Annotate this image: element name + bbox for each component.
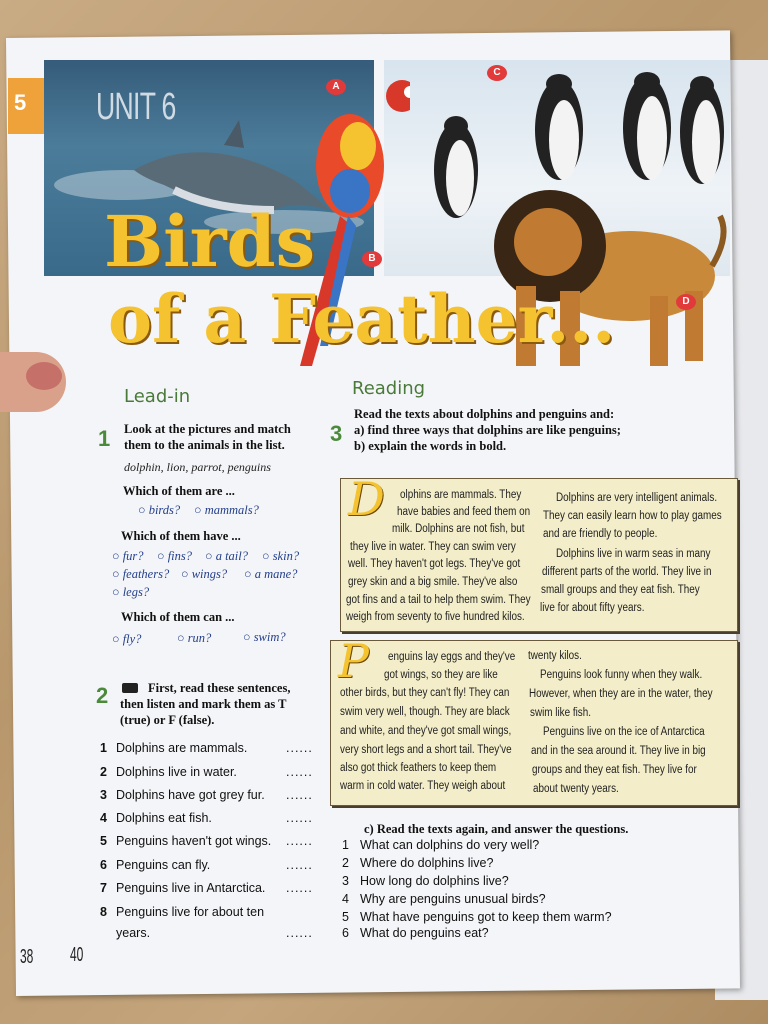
penguin-col2-line8: about twenty years. xyxy=(533,783,619,795)
option-fur: ○ fur? xyxy=(112,549,144,563)
dolphin-col1-line3: milk. Dolphins are not fish, but xyxy=(392,523,525,535)
penguin-col2-line1: twenty kilos. xyxy=(528,650,582,662)
penguin-col1-line1: enguins lay eggs and they've xyxy=(388,651,516,663)
cassette-icon xyxy=(122,683,138,693)
exercise-1-instruction-2: them to the animals in the list. xyxy=(124,438,285,452)
option-feathers: ○ feathers? xyxy=(112,567,170,581)
page-number-left: 38 xyxy=(20,946,34,968)
exercise-2-instruction-1: First, read these sentences, xyxy=(148,681,291,695)
lead-in-heading: Lead-in xyxy=(124,386,191,407)
picture-label-a: A xyxy=(326,79,346,95)
page-title-line2: of a Feather... xyxy=(108,280,616,358)
option-fly: ○ fly? xyxy=(112,632,142,646)
penguin-col1-line6: very short legs and a short tail. They've xyxy=(340,744,512,756)
penguin-col1-line4: swim very well, though. They are black xyxy=(340,706,510,718)
penguin-col1-line7: also got thick feathers to keep them xyxy=(340,762,497,774)
exercise-1-number: 1 xyxy=(98,426,111,451)
penguin-col2-line6: and in the sea around it. They live in big xyxy=(531,745,706,757)
exercise-3-instruction-2: a) find three ways that dolphins are like penguins; xyxy=(354,423,621,437)
option-legs: ○ legs? xyxy=(112,585,150,599)
option-birds: ○ birds? xyxy=(138,503,181,517)
option-fins: ○ fins? xyxy=(157,549,192,563)
animal-list: dolphin, lion, parrot, penguins xyxy=(124,460,271,474)
part-c-instruction: c) Read the texts again, and answer the questions. xyxy=(364,822,629,836)
penguin-col2-line7: groups and they eat fish. They live for xyxy=(532,764,697,776)
picture-label-b: B xyxy=(362,251,382,267)
penguin-col2-line3: However, when they are in the water, they xyxy=(529,688,713,700)
dolphin-col2-line7: live for about fifty years. xyxy=(540,602,645,614)
penguin-col1-line5: and white, and they've got small wings, xyxy=(340,725,512,737)
option-run: ○ run? xyxy=(177,631,212,645)
penguin-col2-line4: swim like fish. xyxy=(530,707,592,719)
option-swim: ○ swim? xyxy=(243,630,286,644)
dolphin-dropcap: D xyxy=(348,472,385,526)
penguin-col1-line3: other birds, but they can't fly! They can xyxy=(340,687,510,699)
page-number-right: 40 xyxy=(70,944,84,966)
dolphin-col2-line2: They can easily learn how to play games xyxy=(543,510,722,522)
fingernail xyxy=(26,362,62,390)
exercise-2-number: 2 xyxy=(96,683,109,708)
dolphin-col1-line4: they live in water. They can swim very xyxy=(350,541,516,553)
question-are: Which of them are ... xyxy=(123,484,235,498)
penguin-col2-line2: Penguins look funny when they walk. xyxy=(540,669,703,681)
exercise-3-number: 3 xyxy=(330,421,343,446)
exercise-2-instruction-3: (true) or F (false). xyxy=(120,713,215,727)
dolphin-col1-line5: well. They haven't got legs. They've got xyxy=(348,558,521,570)
option-a-tail: ○ a tail? xyxy=(205,549,248,563)
unit-tab xyxy=(8,78,44,134)
penguin-dropcap: P xyxy=(338,634,369,688)
question-have: Which of them have ... xyxy=(121,529,241,543)
penguin-col1-line8: warm in cold water. They weigh about xyxy=(340,780,506,792)
option-skin: ○ skin? xyxy=(262,549,300,563)
picture-label-d: D xyxy=(676,294,696,310)
question-can: Which of them can ... xyxy=(121,610,235,624)
dolphin-col1-line2: have babies and feed them on xyxy=(397,506,531,518)
penguin-col2-line5: Penguins live on the ice of Antarctica xyxy=(543,726,705,738)
dolphin-col2-line5: different parts of the world. They live in xyxy=(542,566,712,578)
dolphin-col1-line6: grey skin and a big smile. They've also xyxy=(348,576,518,588)
picture-label-c: C xyxy=(487,65,507,81)
reading-heading: Reading xyxy=(352,378,426,399)
dolphin-col2-line6: small groups and they eat fish. They xyxy=(541,584,700,596)
exercise-1-instruction-1: Look at the pictures and match xyxy=(124,422,291,436)
dolphin-col2-line4: Dolphins live in warm seas in many xyxy=(556,548,711,560)
penguin-col1-line2: got wings, so they are like xyxy=(384,669,498,681)
dolphin-col1-line1: olphins are mammals. They xyxy=(400,489,522,501)
option-wings: ○ wings? xyxy=(181,567,228,581)
dolphin-col2-line1: Dolphins are very intelligent animals. xyxy=(556,492,718,504)
page-title-line1: Birds xyxy=(104,200,315,283)
option-mammals: ○ mammals? xyxy=(194,503,259,517)
exercise-2-instruction-2: then listen and mark them as T xyxy=(120,697,287,711)
unit-number: 5 xyxy=(14,90,27,115)
dolphin-col1-line8: weigh from seventy to five hundred kilos. xyxy=(346,611,525,623)
exercise-3-instruction-1: Read the texts about dolphins and penguins and: xyxy=(354,407,615,421)
exercise-3-instruction-3: b) explain the words in bold. xyxy=(354,439,507,453)
unit-label: UNIT 6 xyxy=(96,86,176,128)
dolphin-col1-line7: got fins and a tail to help them swim. They xyxy=(346,594,531,606)
dolphin-col2-line3: and are friendly to people. xyxy=(543,528,658,540)
option-a-mane: ○ a mane? xyxy=(244,567,298,581)
